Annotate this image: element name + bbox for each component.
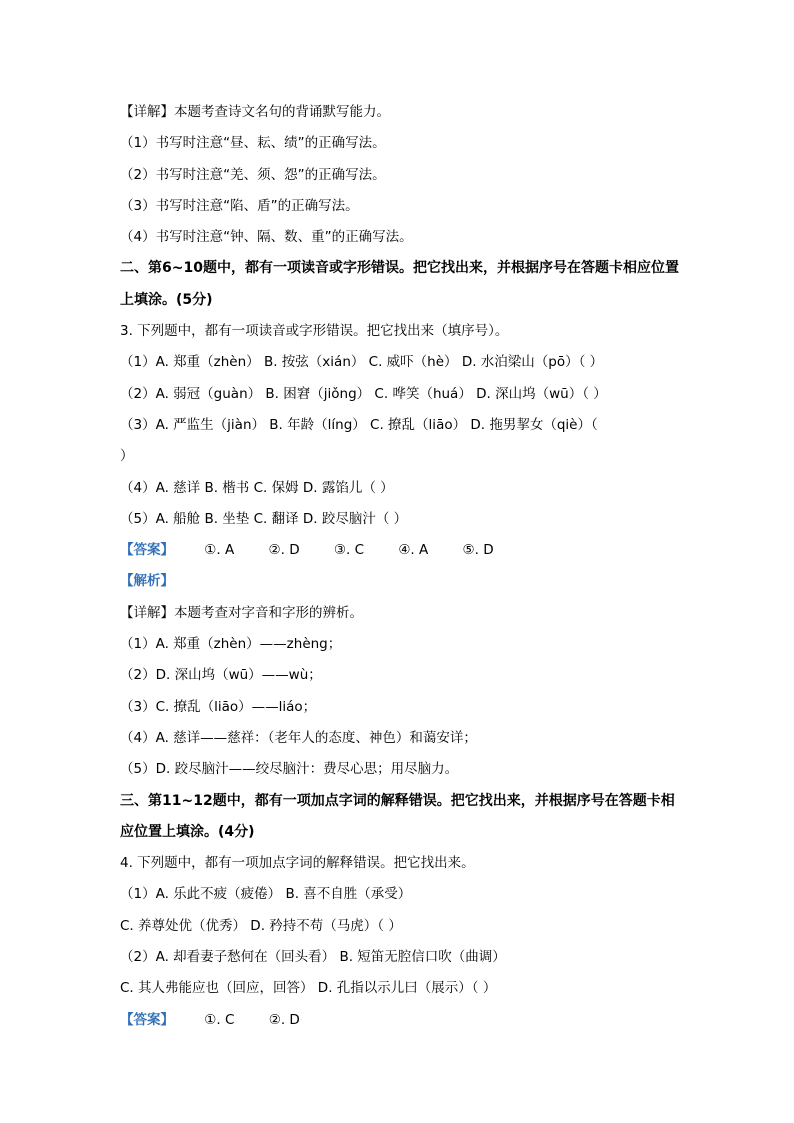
answer-line-2 — [120, 1005, 700, 1036]
detail2-item-1: （1）A. 郑重（zhèn）——zhèng； — [120, 636, 342, 653]
detail-item-4: （4）书写时注意“钟、隔、数、重”的正确写法。 — [120, 229, 413, 246]
answer-item: ③. C — [333, 542, 365, 559]
section-two-heading-2: 上填涂。(5分) — [120, 291, 213, 308]
detail-item-2: （2）书写时注意“羌、须、怨”的正确写法。 — [120, 166, 386, 183]
q3-option-3: （3）A. 严监生（jiàn） B. 年龄（líng） C. 撩乱（liāo） D. 拖男挈女（qiè）（ — [120, 416, 598, 433]
q4-option-2b: C. 其人弗能应也（回应，回答） D. 孔指以示儿曰（展示）（ ） — [120, 980, 497, 997]
detail-intro-1: 【详解】本题考查诗文名句的背诵默写能力。 — [120, 104, 390, 120]
section-two-heading-1: 二、第6~10题中，都有一项读音或字形错误。把它找出来，并根据序号在答题卡相应位置 — [120, 260, 679, 277]
analysis-tag: 【解析】 — [120, 573, 174, 590]
answer-tag: 【答案】 — [120, 1011, 174, 1028]
q3-option-4: （4）A. 慈详 B. 楷书 C. 保姆 D. 露馅儿（ ） — [120, 479, 394, 496]
answer-item: ②. D — [268, 1011, 300, 1028]
q3-option-1: （1）A. 郑重（zhèn） B. 按弦（xián） C. 威吓（hè） D. 水泊梁山（pō）（ ） — [120, 354, 604, 371]
answer-item: ⑤. D — [462, 542, 494, 559]
answer-line-1 — [120, 535, 700, 566]
answer-item: ②. D — [268, 542, 300, 559]
q3-option-5: （5）A. 船舱 B. 坐垫 C. 翻译 D. 跤尽脑汁（ ） — [120, 510, 408, 527]
q4-option-1b: C. 养尊处优（优秀） D. 矜持不苟（马虎）（ ） — [120, 917, 402, 934]
answer-item: ①. C — [204, 1011, 235, 1028]
question-4-stem: 4. 下列题中，都有一项加点字词的解释错误。把它找出来。 — [120, 855, 475, 872]
q3-option-3-cont: ） — [120, 448, 134, 465]
section-three-heading-1: 三、第11~12题中，都有一项加点字词的解释错误。把它找出来，并根据序号在答题卡相 — [120, 792, 675, 809]
detail2-item-4: （4）A. 慈详——慈祥：（老年人的态度、神色）和蔼安详； — [120, 729, 477, 746]
q4-option-2a: （2）A. 却看妻子愁何在（回头看） B. 短笛无腔信口吹（曲调） — [120, 949, 506, 966]
detail-item-3: （3）书写时注意“陷、盾”的正确写法。 — [120, 197, 359, 214]
detail2-item-5: （5）D. 跤尽脑汁——绞尽脑汁：费尽心思；用尽脑力。 — [120, 761, 459, 778]
document-page — [120, 97, 700, 1036]
analysis-line — [120, 566, 700, 597]
answer-item: ④. A — [398, 542, 429, 559]
question-3-stem: 3. 下列题中，都有一项读音或字形错误。把它找出来（填序号）。 — [120, 323, 509, 340]
detail-item-1: （1）书写时注意“昼、耘、绩”的正确写法。 — [120, 135, 386, 152]
detail2-item-2: （2）D. 深山坞（wū）——wù； — [120, 667, 322, 684]
answer-tag: 【答案】 — [120, 542, 174, 559]
answer-item: ①. A — [204, 542, 235, 559]
q3-option-2: （2）A. 弱冠（guàn） B. 困窘（jiǒng） C. 哗笑（huá） D. 深山坞（wū）（ ） — [120, 385, 607, 402]
q4-option-1a: （1）A. 乐此不疲（疲倦） B. 喜不自胜（承受） — [120, 886, 412, 903]
detail2-item-3: （3）C. 撩乱（liāo）——liáo； — [120, 698, 317, 715]
detail-intro-2: 【详解】本题考查对字音和字形的辨析。 — [120, 604, 363, 621]
section-three-heading-2: 应位置上填涂。(4分) — [120, 823, 255, 840]
